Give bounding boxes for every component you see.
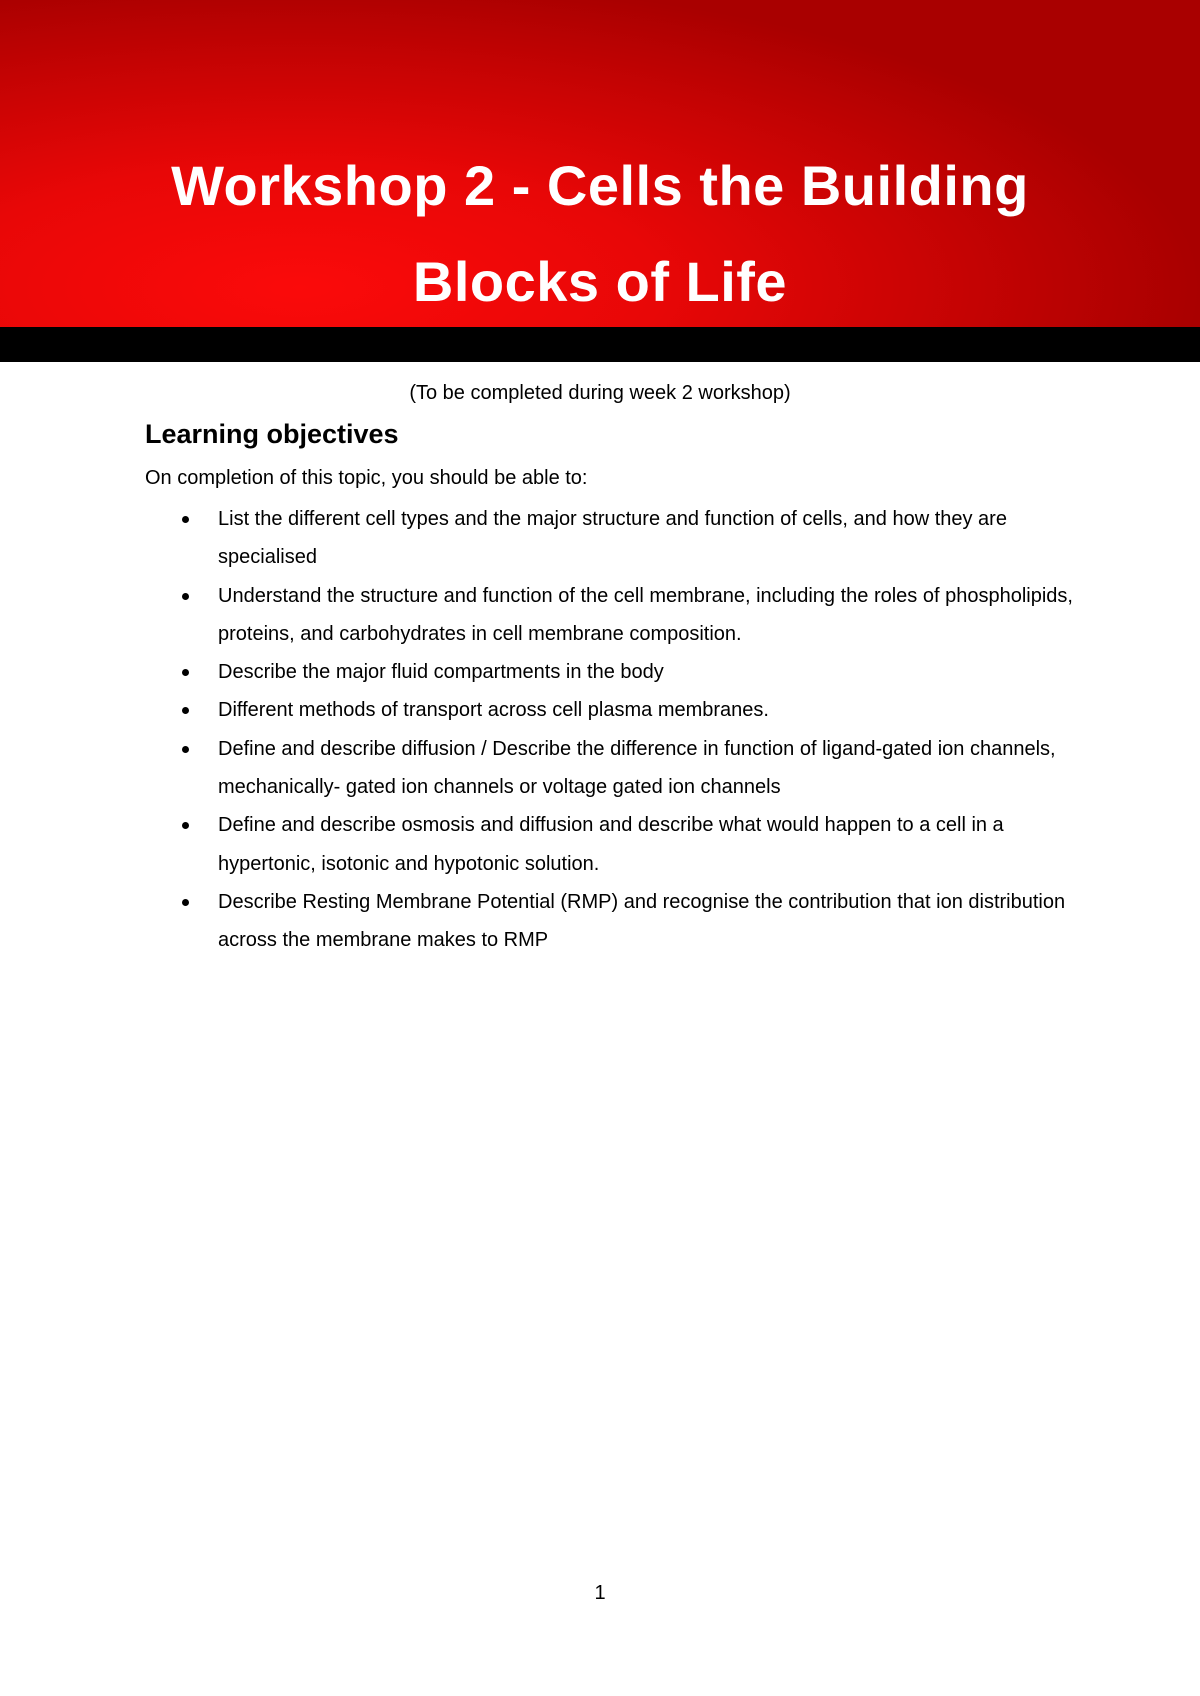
bullet-icon — [182, 746, 189, 753]
bullet-icon — [182, 899, 189, 906]
objective-text: Understand the structure and function of the cell membrane, including the roles of phospholipids, proteins, and carbohydrates in cell membrane composition. — [218, 584, 1073, 645]
list-item — [145, 653, 1075, 691]
list-item — [145, 730, 1075, 807]
bullet-icon — [182, 593, 189, 600]
bullet-icon — [182, 516, 189, 523]
list-item — [145, 500, 1075, 577]
list-item — [145, 883, 1075, 960]
intro-text: On completion of this topic, you should be able to: — [145, 467, 588, 489]
bullet-icon — [182, 822, 189, 829]
bullet-icon — [182, 669, 189, 676]
bullet-icon — [182, 707, 189, 714]
section-heading: Learning objectives — [145, 419, 399, 449]
objective-text: Describe Resting Membrane Potential (RMP) and recognise the contribution that ion distribution across the membrane makes to RMP — [218, 890, 1066, 952]
title-banner — [0, 0, 1200, 327]
objective-text: Define and describe diffusion / Describe the difference in function of ligand-gated ion channels, mechanically- gated ion channels or voltage gated ion channels — [218, 737, 1056, 799]
objective-text: Different methods of transport across cell plasma membranes. — [218, 699, 769, 722]
objective-text: Describe the major fluid compartments in the body — [218, 661, 664, 684]
list-item — [145, 806, 1075, 883]
document-title — [0, 138, 1200, 330]
banner-divider-bar — [0, 327, 1200, 362]
list-item — [145, 577, 1075, 654]
title-line-2: Blocks of Life — [412, 250, 788, 313]
page-number: 1 — [594, 1582, 606, 1604]
objective-text: Define and describe osmosis and diffusion and describe what would happen to a cell in a hypertonic, isotonic and hypotonic solution. — [218, 814, 1004, 875]
objectives-list — [145, 500, 1075, 960]
title-line-1: Workshop 2 - Cells the Building — [171, 154, 1029, 217]
objective-text: List the different cell types and the major structure and function of cells, and how they are specialised — [218, 508, 1007, 569]
completion-note: (To be completed during week 2 workshop) — [409, 382, 791, 404]
list-item — [145, 691, 1075, 729]
